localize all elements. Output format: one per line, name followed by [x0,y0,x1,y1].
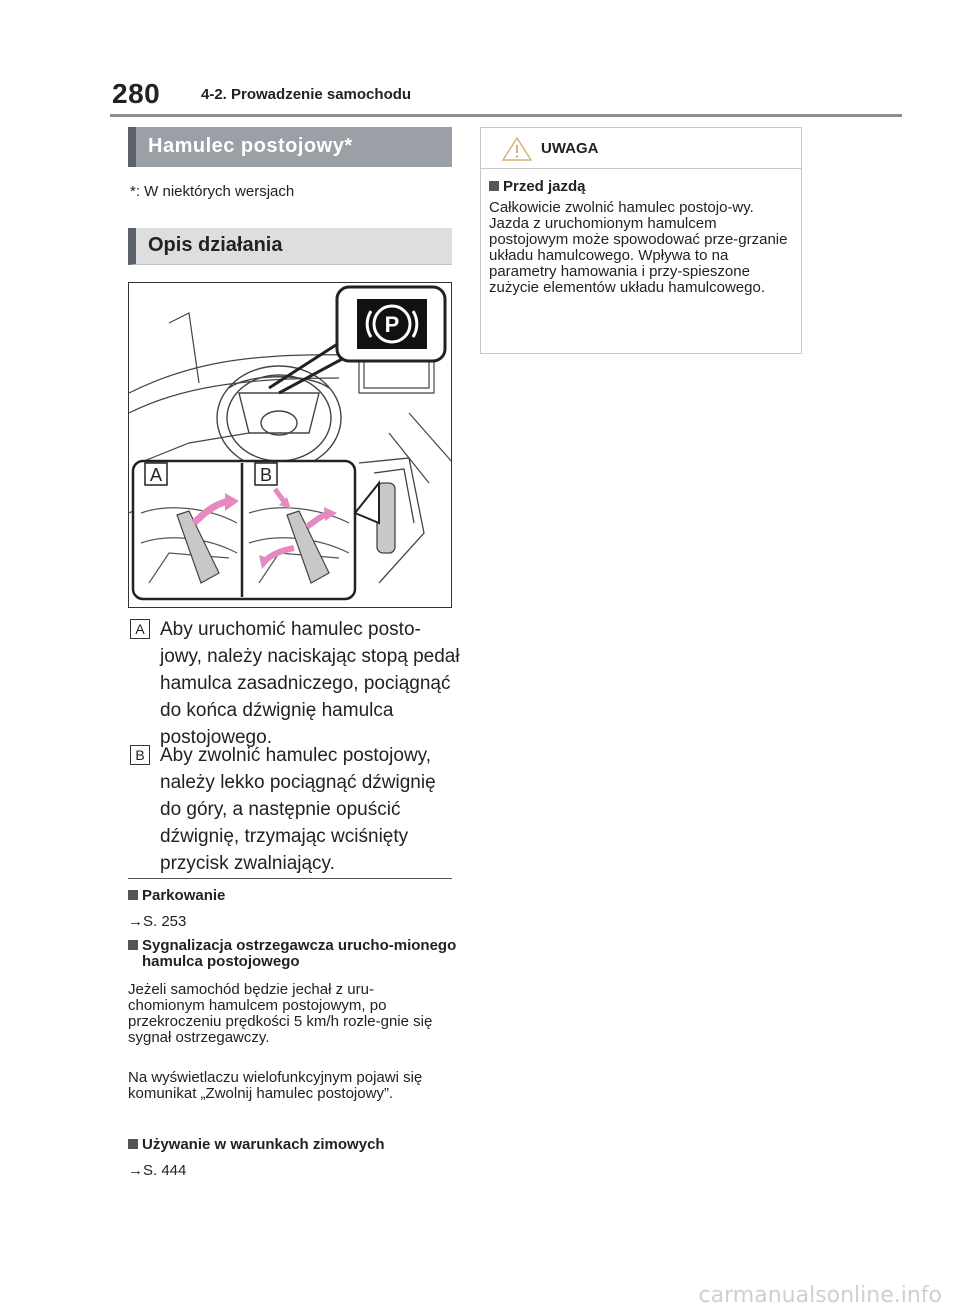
section-title: Hamulec postojowy* [148,135,353,157]
bullet-square-icon [128,940,138,950]
subsection-title: Opis działania [148,234,283,256]
illustration-svg [129,283,452,608]
parking-brake-illustration [128,282,452,608]
warning-subtitle: Przed jazdą [489,178,586,195]
inset-label-a: A [149,465,163,485]
footer-watermark: carmanualsonline.info [698,1283,942,1308]
warning-header [481,128,801,169]
warning-box [480,127,802,354]
svg-text:P: P [384,312,400,337]
step-b-label: B [130,745,150,765]
step-b [130,742,460,872]
note-winter-ref: →S. 444 [128,1162,187,1179]
step-a-label: A [130,619,150,639]
note-warning-title: Sygnalizacja ostrzegawcza urucho-mionego hamulca postojowego [128,938,462,970]
note-parking-ref: →S. 253 [128,913,187,930]
warning-text: Całkowicie zwolnić hamulec postojo-wy. Jazda z uruchomionym hamulcem postojowym może spowodować prze-grzanie układu hamulcowego. Wpływa to na parametry hamowania i przy-spieszone zużycie elementów układu hamulcowego. [489,199,788,296]
note-warning-body: Jeżeli samochód będzie jechał z uru-chomionym hamulcem postojowym, po przekroczeniu prędkości 5 km/h rozle-gnie się sygnał ostrzegawczy. [128,981,433,1046]
bullet-square-icon [489,181,499,191]
note-winter-title: Używanie w warunkach zimowych [128,1137,458,1153]
warning-triangle-icon [501,136,533,162]
bullet-square-icon [128,890,138,900]
page-number: 280 [112,78,161,109]
inset-label-b: B [259,465,273,485]
note-warning-body-2: Na wyświetlaczu wielofunkcyjnym pojawi się komunikat „Zwolnij hamulec postojowy”. [128,1069,423,1102]
notes-divider [128,878,452,879]
bullet-square-icon [128,1139,138,1149]
step-b-text: Aby zwolnić hamulec postojowy, należy lekko pociągnąć dźwignię do góry, a następnie opuścić dźwignię, trzymając wciśnięty przycisk zwalniający. [160,745,436,874]
step-a [130,616,460,748]
warning-title: UWAGA [541,140,599,157]
section-title-bar [128,127,452,167]
note-parking-title: Parkowanie [128,888,458,904]
chapter-title: 4-2. Prowadzenie samochodu [201,86,412,103]
footnote: *: W niektórych wersjach [130,183,295,200]
step-a-text: Aby uruchomić hamulec posto-jowy, należy naciskając stopą pedał hamulca zasadniczego, pociągnąć do końca dźwignię hamulca postojowego. [160,619,460,748]
subsection-title-bar [128,228,452,265]
header-divider [110,114,902,117]
